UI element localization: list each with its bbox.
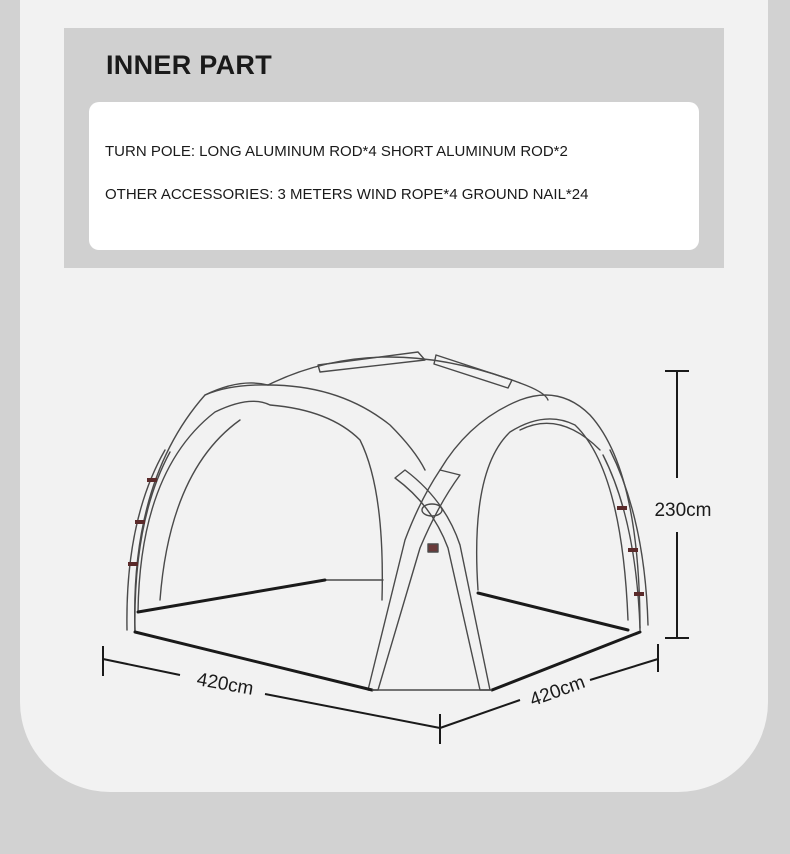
- right-door-arch: [477, 419, 628, 620]
- width-right-label: 420cm: [527, 671, 588, 712]
- tent-roof: [268, 357, 520, 385]
- turn-pole-spec: TURN POLE: LONG ALUMINUM ROD*4 SHORT ALUMINUM ROD*2: [105, 143, 568, 160]
- height-label: 230cm: [654, 500, 712, 521]
- width-left-label: 420cm: [195, 669, 255, 700]
- section-title: INNER PART: [106, 50, 273, 80]
- accessories-spec: OTHER ACCESSORIES: 3 METERS WIND ROPE*4 GROUND NAIL*24: [105, 186, 589, 203]
